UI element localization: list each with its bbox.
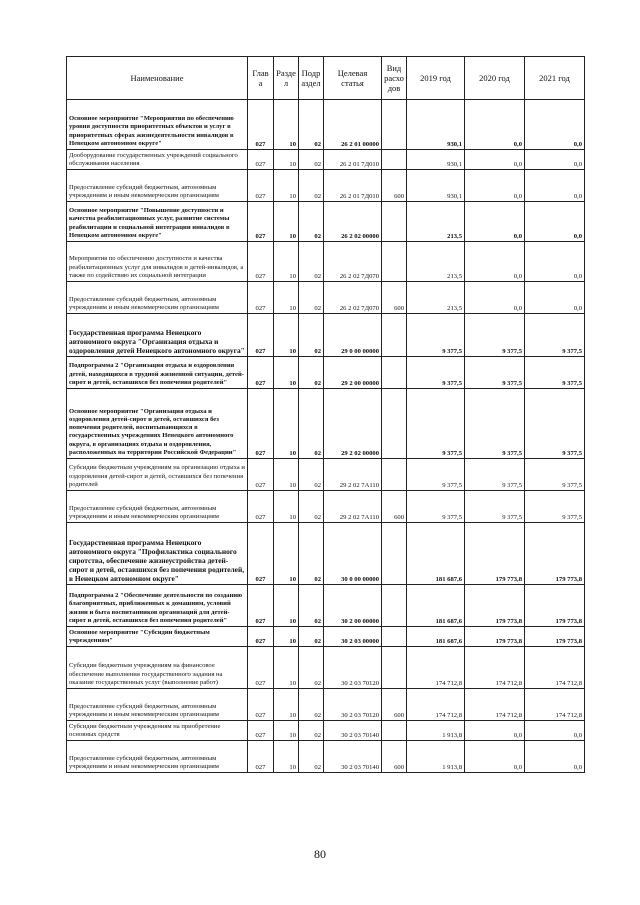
table-cell-subsection: 02 [299,523,324,585]
table-cell-chapter: 027 [248,741,274,773]
table-cell-type [382,389,407,459]
table-cell-section: 10 [274,627,299,647]
table-cell-2019: 1 913,8 [407,741,465,773]
table-cell-subsection: 02 [299,741,324,773]
table-cell-type [382,202,407,242]
table-cell-subsection: 02 [299,627,324,647]
table-cell-target: 30 2 03 70120 [324,647,382,689]
table-cell-2019: 1 913,8 [407,721,465,741]
table-cell-target: 30 2 03 70120 [324,689,382,721]
table-cell-type: 600 [382,491,407,523]
table-cell-target: 29 2 02 7А110 [324,459,382,491]
table-cell-target: 29 2 02 00000 [324,389,382,459]
table-cell-type: 600 [382,170,407,202]
table-cell-2021: 9 377,5 [525,357,585,389]
table-cell-2019: 213,5 [407,282,465,314]
table-cell-2021: 179 773,8 [525,627,585,647]
header-2019: 2019 год [407,57,465,100]
table-cell-2019: 9 377,5 [407,459,465,491]
table-cell-name: Основное мероприятие "Мероприятия по обеспечению уровня доступности приоритетных объектов и услуг в приоритетных сферах жизнедеятельности инвалидов в Ненецком автономном округе" [67,100,248,150]
table-cell-subsection: 02 [299,647,324,689]
budget-table [66,56,585,773]
table-cell-2020: 0,0 [465,741,525,773]
table-cell-subsection: 02 [299,459,324,491]
table-row [67,585,585,627]
table-cell-type [382,459,407,491]
table-header-row [67,57,585,100]
table-cell-subsection: 02 [299,282,324,314]
table-cell-type [382,647,407,689]
table-cell-subsection: 02 [299,150,324,170]
table-cell-target: 29 2 02 7А110 [324,491,382,523]
table-row [67,721,585,741]
table-cell-subsection: 02 [299,689,324,721]
table-cell-2019: 181 687,6 [407,627,465,647]
table-cell-section: 10 [274,585,299,627]
table-cell-chapter: 027 [248,202,274,242]
table-cell-type [382,150,407,170]
table-row [67,282,585,314]
table-row [67,647,585,689]
table-cell-subsection: 02 [299,242,324,282]
table-cell-chapter: 027 [248,150,274,170]
table-cell-subsection: 02 [299,202,324,242]
table-cell-name: Подпрограмма 2 "Организация отдыха и оздоровления детей, находящихся в трудной жизненной ситуации, детей-сирот и детей, оставшихся без попечения родителей" [67,357,248,389]
table-cell-2021: 9 377,5 [525,314,585,357]
table-cell-type [382,100,407,150]
table-cell-type: 600 [382,689,407,721]
table-cell-name: Предоставление субсидий бюджетным, автономным учреждениям и иным некоммерческим организациям [67,689,248,721]
table-cell-chapter: 027 [248,647,274,689]
table-cell-2019: 9 377,5 [407,314,465,357]
table-cell-2020: 174 712,8 [465,647,525,689]
header-2021: 2021 год [525,57,585,100]
table-row [67,357,585,389]
table-cell-target: 29 2 00 00000 [324,357,382,389]
table-cell-type [382,585,407,627]
table-cell-section: 10 [274,721,299,741]
table-cell-2021: 9 377,5 [525,459,585,491]
table-cell-chapter: 027 [248,314,274,357]
table-cell-section: 10 [274,741,299,773]
table-row [67,491,585,523]
table-row [67,202,585,242]
table-cell-2019: 181 687,6 [407,523,465,585]
table-cell-2019: 181 687,6 [407,585,465,627]
page-number: 80 [314,847,326,861]
table-cell-2020: 179 773,8 [465,627,525,647]
table-cell-type [382,523,407,585]
header-subsection: Подр аздел [299,57,324,100]
table-cell-target: 26 2 01 7Д010 [324,150,382,170]
table-row [67,150,585,170]
table-cell-name: Основное мероприятие "Повышение доступности и качества реабилитационных услуг, развитие системы реабилитации и социальной интеграции инвалидов в Ненецком автономном округе" [67,202,248,242]
table-cell-2020: 0,0 [465,150,525,170]
table-row [67,459,585,491]
table-cell-chapter: 027 [248,523,274,585]
table-cell-chapter: 027 [248,459,274,491]
table-cell-2019: 213,5 [407,242,465,282]
table-cell-section: 10 [274,523,299,585]
table-cell-subsection: 02 [299,389,324,459]
table-cell-section: 10 [274,242,299,282]
table-cell-subsection: 02 [299,721,324,741]
table-cell-2021: 0,0 [525,242,585,282]
table-cell-2021: 0,0 [525,150,585,170]
table-cell-chapter: 027 [248,627,274,647]
table-cell-2020: 174 712,8 [465,689,525,721]
table-cell-section: 10 [274,170,299,202]
table-cell-type [382,721,407,741]
table-cell-2019: 213,5 [407,202,465,242]
table-cell-2020: 0,0 [465,170,525,202]
table-cell-2019: 9 377,5 [407,491,465,523]
table-cell-2020: 0,0 [465,202,525,242]
table-cell-section: 10 [274,100,299,150]
table-cell-target: 30 2 03 70140 [324,741,382,773]
table-cell-2021: 179 773,8 [525,523,585,585]
table-cell-chapter: 027 [248,721,274,741]
table-cell-section: 10 [274,202,299,242]
table-cell-name: Предоставление субсидий бюджетным, автономным учреждениям и иным некоммерческим организациям [67,282,248,314]
table-cell-section: 10 [274,491,299,523]
table-cell-chapter: 027 [248,585,274,627]
table-cell-2020: 179 773,8 [465,585,525,627]
table-cell-chapter: 027 [248,170,274,202]
table-cell-2019: 930,1 [407,100,465,150]
table-cell-subsection: 02 [299,491,324,523]
table-cell-section: 10 [274,314,299,357]
table-cell-name: Государственная программа Ненецкого автономного округа "Организация отдыха и оздоровления детей Ненецкого автономного округа" [67,314,248,357]
table-cell-2019: 9 377,5 [407,357,465,389]
table-cell-2020: 9 377,5 [465,491,525,523]
table-cell-2021: 0,0 [525,100,585,150]
table-cell-2019: 174 712,8 [407,647,465,689]
header-target: Целевая статья [324,57,382,100]
table-cell-section: 10 [274,689,299,721]
table-cell-target: 26 2 01 7Д010 [324,170,382,202]
table-cell-subsection: 02 [299,585,324,627]
table-cell-2021: 0,0 [525,282,585,314]
header-name: Наименование [67,57,248,100]
table-cell-section: 10 [274,150,299,170]
table-cell-name: Субсидии бюджетным учреждениям на приобретение основных средств [67,721,248,741]
table-cell-2020: 0,0 [465,282,525,314]
header-chapter: Глав а [248,57,274,100]
table-cell-target: 30 2 00 00000 [324,585,382,627]
table-cell-chapter: 027 [248,357,274,389]
table-cell-chapter: 027 [248,100,274,150]
table-cell-target: 26 2 02 00000 [324,202,382,242]
table-cell-name: Государственная программа Ненецкого автономного округа "Профилактика социального сиротства, обеспечение жизнеустройства детей-сирот и детей, оставшихся без попечения родителей, в Ненецком автономном округе" [67,523,248,585]
table-row [67,314,585,357]
table-cell-2020: 9 377,5 [465,314,525,357]
table-cell-name: Основное мероприятие "Организация отдыха и оздоровления детей-сирот и детей, оставшихся без попечения родителей, воспитывающихся в государственных учреждениях Ненецкого автономного округа, в организациях отдыха и оздоровления, расположенных на территории Российской Федерации" [67,389,248,459]
table-cell-target: 29 0 00 00000 [324,314,382,357]
table-cell-2020: 9 377,5 [465,459,525,491]
table-cell-section: 10 [274,282,299,314]
table-cell-type [382,314,407,357]
table-cell-chapter: 027 [248,242,274,282]
table-cell-name: Мероприятия по обеспечению доступности и качества реабилитационных услуг для инвалидов и детей-инвалидов, а также по содействию их социальной интеграции [67,242,248,282]
table-cell-2021: 0,0 [525,741,585,773]
table-cell-name: Предоставление субсидий бюджетным, автономным учреждениям и иным некоммерческим организациям [67,491,248,523]
table-cell-type [382,242,407,282]
table-cell-target: 26 2 02 7Д070 [324,242,382,282]
table-cell-2020: 179 773,8 [465,523,525,585]
table-cell-2021: 9 377,5 [525,491,585,523]
budget-page [66,56,584,773]
table-row [67,627,585,647]
table-cell-section: 10 [274,389,299,459]
table-cell-target: 30 2 03 00000 [324,627,382,647]
table-cell-subsection: 02 [299,100,324,150]
table-row [67,389,585,459]
table-cell-2020: 0,0 [465,242,525,282]
table-cell-2020: 9 377,5 [465,357,525,389]
table-cell-target: 26 2 02 7Д070 [324,282,382,314]
table-cell-2021: 9 377,5 [525,389,585,459]
table-cell-name: Подпрограмма 2 "Обеспечение деятельности по созданию благоприятных, приближенных к домашним, условий жизни и быта воспитанников организаций для детей-сирот и детей, оставшихся без попечения родителей" [67,585,248,627]
table-cell-target: 30 0 00 00000 [324,523,382,585]
table-cell-name: Субсидии бюджетным учреждениям на финансовое обеспечение выполнения государственного задания на оказание государственных услуг (выполнение работ) [67,647,248,689]
table-cell-target: 30 2 03 70140 [324,721,382,741]
table-row [67,100,585,150]
table-cell-chapter: 027 [248,491,274,523]
table-row [67,523,585,585]
table-cell-2021: 179 773,8 [525,585,585,627]
table-row [67,170,585,202]
table-cell-target: 26 2 01 00000 [324,100,382,150]
table-cell-section: 10 [274,647,299,689]
header-2020: 2020 год [465,57,525,100]
table-cell-2020: 0,0 [465,721,525,741]
table-cell-name: Субсидии бюджетным учреждениям на организацию отдыха и оздоровления детей-сирот и детей, оставшихся без попечения родителей [67,459,248,491]
table-cell-type [382,627,407,647]
table-cell-2019: 174 712,8 [407,689,465,721]
table-cell-2019: 930,1 [407,150,465,170]
table-cell-2019: 9 377,5 [407,389,465,459]
table-cell-2021: 174 712,8 [525,689,585,721]
table-cell-subsection: 02 [299,314,324,357]
table-cell-type: 600 [382,741,407,773]
table-cell-2021: 0,0 [525,170,585,202]
table-cell-subsection: 02 [299,170,324,202]
table-cell-chapter: 027 [248,389,274,459]
header-type: Вид расхо дов [382,57,407,100]
table-cell-2019: 930,1 [407,170,465,202]
table-cell-2021: 0,0 [525,721,585,741]
table-cell-name: Основное мероприятие "Субсидии бюджетным учреждениям" [67,627,248,647]
table-cell-name: Предоставление субсидий бюджетным, автономным учреждениям и иным некоммерческим организациям [67,741,248,773]
table-cell-2021: 174 712,8 [525,647,585,689]
table-cell-chapter: 027 [248,282,274,314]
table-cell-chapter: 027 [248,689,274,721]
table-row [67,741,585,773]
table-cell-2021: 0,0 [525,202,585,242]
table-body [67,100,585,773]
table-row [67,689,585,721]
table-cell-section: 10 [274,459,299,491]
table-cell-type [382,357,407,389]
table-cell-2020: 0,0 [465,100,525,150]
table-cell-type: 600 [382,282,407,314]
table-cell-2020: 9 377,5 [465,389,525,459]
table-cell-name: Предоставление субсидий бюджетным, автономным учреждениям и иным некоммерческим организациям [67,170,248,202]
table-row [67,242,585,282]
table-cell-subsection: 02 [299,357,324,389]
table-cell-name: Дооборудование государственных учреждений социального обслуживания населения [67,150,248,170]
header-section: Разде л [274,57,299,100]
table-cell-section: 10 [274,357,299,389]
